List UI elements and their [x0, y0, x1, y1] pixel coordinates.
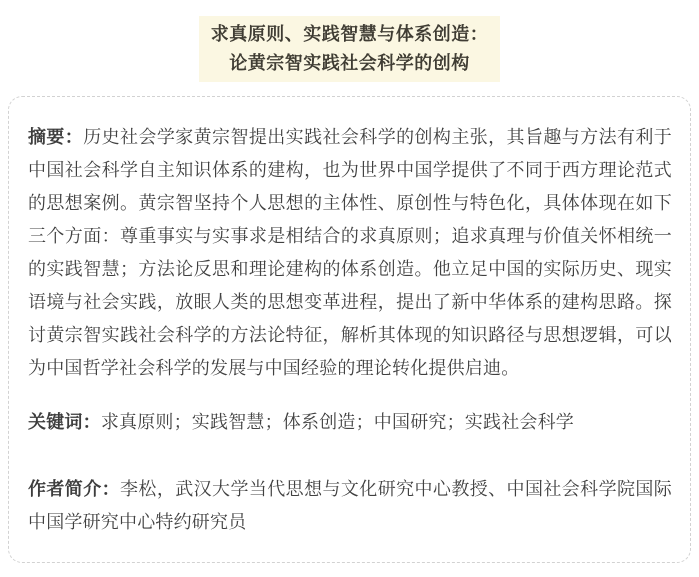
abstract-text: 历史社会学家黄宗智提出实践社会科学的创构主张，其旨趣与方法有利于中国社会科学自主知识体系的建构，也为世界中国学提供了不同于西方理论范式的思想案例。黄宗智坚持个人思想的主体性、原创性与特色化，具体体现在如下三个方面：尊重事实与实事求是相结合的求真原则；追求真理与价值关怀相统一的实践智慧；方法论反思和理论建构的体系创造。他立足中国的实际历史、现实语境与社会实践，放眼人类的思想变革进程，提出了新中华体系的建构思路。探讨黄宗智实践社会科学的方法论特征，解析其体现的知识路径与思想逻辑，可以为中国哲学社会科学的发展与中国经验的理论转化提供启迪。: [28, 127, 672, 378]
article-title-wrap: [0, 0, 699, 82]
author-paragraph: [28, 473, 672, 539]
article-title-line2: 论黄宗智实践社会科学的创构: [229, 53, 470, 73]
author-text: 李松，武汉大学当代思想与文化研究中心教授、中国社会科学院国际中国学研究中心特约研究员: [28, 479, 672, 532]
abstract-label: 摘要：: [28, 127, 84, 147]
author-label: 作者简介：: [28, 479, 121, 499]
abstract-paragraph: [28, 121, 672, 385]
keywords-text: 求真原则；实践智慧；体系创造；中国研究；实践社会科学: [100, 412, 575, 432]
keywords-paragraph: [28, 406, 672, 439]
article-title-block: [199, 16, 501, 82]
keywords-label: 关键词：: [28, 412, 101, 432]
abstract-card: [8, 96, 691, 563]
article-title-line1: 求真原则、实践智慧与体系创造：: [210, 24, 489, 44]
